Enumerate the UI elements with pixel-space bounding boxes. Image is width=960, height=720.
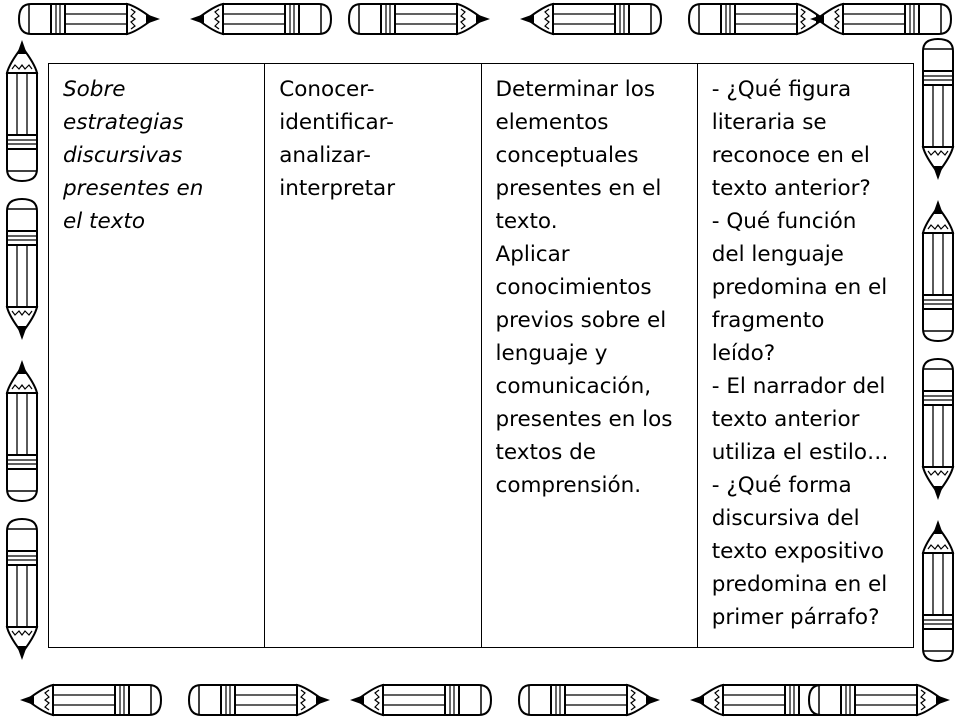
cell-line: reconoce en el xyxy=(711,143,870,168)
cell-line: primer párrafo? xyxy=(711,605,880,630)
pencil-icon xyxy=(20,685,161,715)
cell-line: comprensión. xyxy=(495,473,642,498)
pencil-icon xyxy=(189,685,330,715)
table-cell-questions xyxy=(697,64,913,648)
cell-line: previos sobre el xyxy=(495,308,667,333)
cell-line: textos de xyxy=(495,440,596,465)
cell-line: discursiva del xyxy=(711,506,860,531)
pencil-icon xyxy=(19,4,160,34)
cell-line: - Qué función xyxy=(711,209,857,234)
pencil-icon xyxy=(7,360,37,501)
cell-line: - El narrador del xyxy=(711,374,886,399)
cell-line: Determinar los xyxy=(495,77,656,102)
cell-line: predomina en el xyxy=(711,572,888,597)
pencil-icon xyxy=(923,200,953,341)
cell-line: utiliza el estilo… xyxy=(711,440,889,465)
table-cell-topic xyxy=(49,64,265,648)
pencil-icon xyxy=(923,520,953,661)
pencil-icon xyxy=(350,685,491,715)
cell-line: analizar- xyxy=(279,143,371,168)
pencil-icon xyxy=(7,519,37,660)
cell-line: leído? xyxy=(711,341,776,366)
cell-line: presentes en los xyxy=(495,407,673,432)
pencil-icon xyxy=(349,4,490,34)
pencil-icon xyxy=(689,4,830,34)
pencil-icon xyxy=(923,39,953,180)
cell-line: texto. xyxy=(495,209,558,234)
cell-line: conocimientos xyxy=(495,275,652,300)
cell-line: Aplicar xyxy=(495,242,570,267)
cell-line: predomina en el xyxy=(711,275,888,300)
cell-line: identificar- xyxy=(279,110,394,135)
cell-line: literaria se xyxy=(711,110,827,135)
pencil-icon xyxy=(520,4,661,34)
cell-line: presentes en el xyxy=(495,176,662,201)
cell-line: texto anterior? xyxy=(711,176,871,201)
table-cell-skills xyxy=(265,64,481,648)
cell-line: interpretar xyxy=(279,176,396,201)
pencil-icon xyxy=(190,4,331,34)
pencil-icon xyxy=(810,4,951,34)
table-cell-objectives xyxy=(481,64,697,648)
cell-line: el texto xyxy=(63,209,146,234)
pencil-icon xyxy=(7,199,37,340)
cell-line: Sobre xyxy=(63,77,126,102)
cell-line: texto expositivo xyxy=(711,539,885,564)
cell-line: - ¿Qué figura xyxy=(711,77,852,102)
cell-line: discursivas xyxy=(63,143,183,168)
pencil-icon xyxy=(519,685,660,715)
pencil-icon xyxy=(7,40,37,181)
cell-line: elementos xyxy=(495,110,609,135)
cell-line: conceptuales xyxy=(495,143,639,168)
cell-line: fragmento xyxy=(711,308,825,333)
cell-line: - ¿Qué forma xyxy=(711,473,852,498)
cell-line: texto anterior xyxy=(711,407,860,432)
cell-line: del lenguaje xyxy=(711,242,844,267)
pencil-icon xyxy=(809,685,950,715)
table-row xyxy=(49,64,914,648)
cell-line: Conocer- xyxy=(279,77,375,102)
cell-line: presentes en xyxy=(63,176,204,201)
cell-line: estrategias xyxy=(63,110,184,135)
content-table xyxy=(48,63,914,648)
cell-line: comunicación, xyxy=(495,374,652,399)
cell-line: lenguaje y xyxy=(495,341,608,366)
pencil-icon xyxy=(923,359,953,500)
